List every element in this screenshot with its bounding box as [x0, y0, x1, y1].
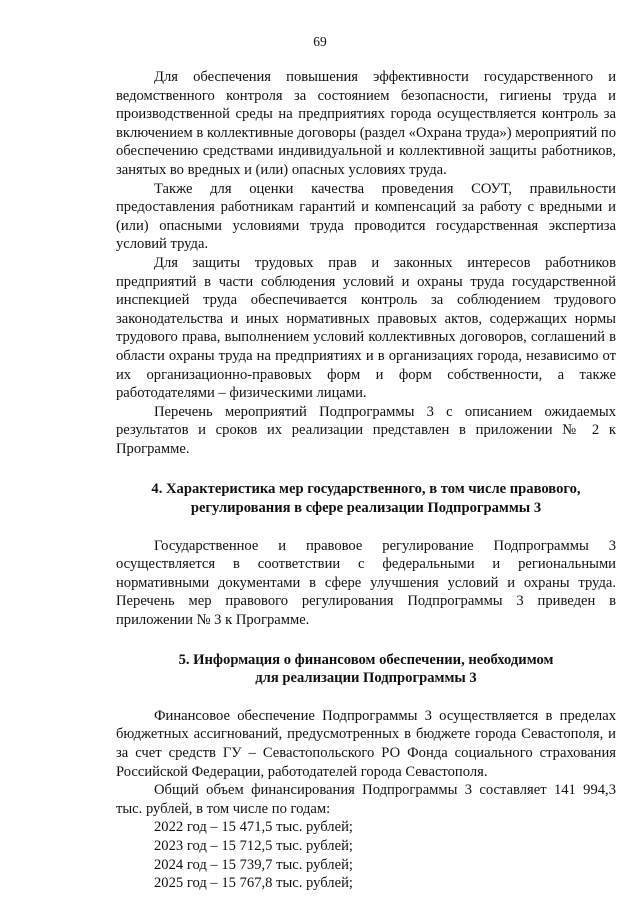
paragraph-activities-list: Перечень мероприятий Подпрограммы 3 с описанием ожидаемых результатов и сроков их реализации представлен в приложении № 2 к Программе. — [116, 403, 616, 457]
year-2022-item: 2022 год – 15 471,5 тыс. рублей; — [154, 819, 353, 836]
year-2025-item: 2025 год – 15 767,8 тыс. рублей; — [154, 875, 353, 892]
year-2024-item: 2024 год – 15 739,7 тыс. рублей; — [154, 856, 353, 873]
page-number: 69 — [313, 34, 327, 49]
section-4-heading-line-1: 4. Характеристика мер государственного, в том числе правового, — [151, 481, 581, 498]
financing-by-year-list — [116, 818, 616, 892]
paragraph-safety-control: Для обеспечения повышения эффективности государственного и ведомственного контроля за состоянием безопасности, гигиены труда и производственной среды на предприятиях города осуществляется контроль за включением в коллективные договоры (раздел «Охрана труда») мероприятий по обеспечению средствами индивидуальной и коллективной защиты работников, занятых во вредных и (или) опасных условиях труда. — [116, 69, 616, 178]
section-5-heading-line-1: 5. Информация о финансовом обеспечении, необходимом — [178, 651, 554, 668]
paragraph-expertise: Также для оценки качества проведения СОУТ, правильности предоставления работникам гарантий и компенсаций за работу с вредными и (или) опасными условиями труда проводится государственная экспертиза условий труда. — [116, 180, 616, 253]
paragraph-financing-total: Общий объем финансирования Подпрограммы 3 составляет 141 994,3 тыс. рублей, в том числе по годам: — [116, 782, 616, 817]
section-4-heading — [116, 480, 616, 517]
section-4-heading-line-2: регулирования в сфере реализации Подпрограммы 3 — [190, 500, 542, 517]
document-body — [116, 68, 616, 893]
section-5-heading — [116, 651, 616, 688]
paragraph-regulation: Государственное и правовое регулирование Подпрограммы 3 осуществляется в соответствии с федеральными и региональными нормативными документами в сфере улучшения условий и охраны труда. Перечень мер правового регулирования Подпрограммы 3 приведен в приложении № 3 к Программе. — [116, 537, 616, 629]
paragraph-labor-rights: Для защиты трудовых прав и законных интересов работников предприятий в части соблюдения условий и охраны труда государственной инспекцией труда обеспечивается контроль за соблюдением трудового законодательства и иных нормативных правовых актов, содержащих нормы трудового права, выполнением условий коллективных договоров, соглашений в области охраны труда на предприятиях и в организациях города, независимо от их организационно-правовых форм и форм собственности, а также работодателями – физическими лицами. — [116, 254, 616, 402]
section-5-heading-line-2: для реализации Подпрограммы 3 — [255, 670, 477, 687]
paragraph-financing-sources: Финансовое обеспечение Подпрограммы 3 осуществляется в пределах бюджетных ассигнований, предусмотренных в бюджете города Севастополя, и за счет средств ГУ – Севастопольского РО Фонда социального страхования Российской Федерации, работодателей города Севастополя. — [116, 707, 616, 780]
year-2023-item: 2023 год – 15 712,5 тыс. рублей; — [154, 837, 353, 854]
